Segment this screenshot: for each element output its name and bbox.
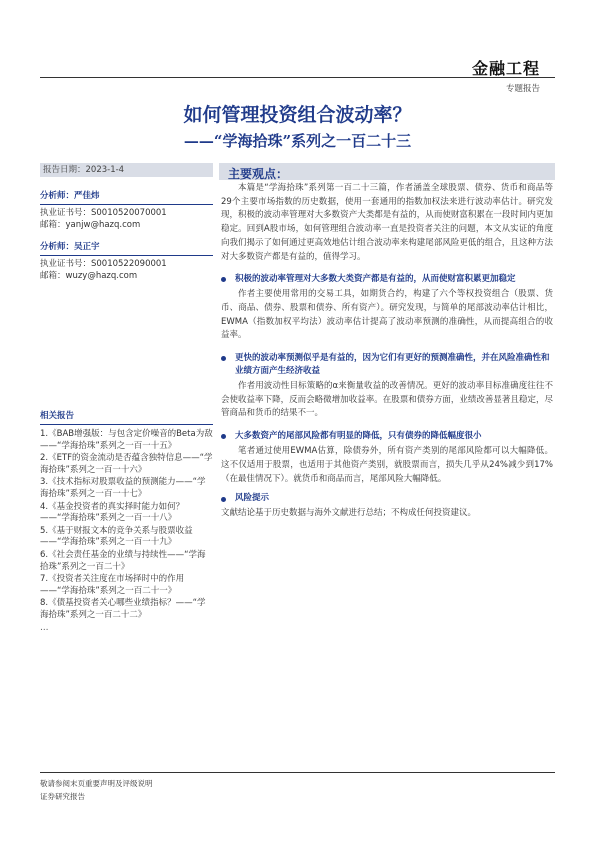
related-report-ellipsis: … xyxy=(40,622,49,633)
bullet-dot-icon xyxy=(221,497,226,502)
related-report-item[interactable]: 6.《社会责任基金的业绩与持续性——“学海拾珠”系列之一百二十》 xyxy=(40,549,206,572)
analyst-block xyxy=(40,241,213,282)
key-point-body: 笔者通过使用EWMA估算，除债券外，所有资产类别的尾部风险都可以大幅降低。这不仅适用于股票，也适用于其他资产类别，就股票而言，损失几乎从24%减少到17%（在最佳情况下）。就货币和商品而言，尾部风险大幅降低。 xyxy=(221,446,553,484)
analyst-block xyxy=(40,190,213,231)
key-point-section xyxy=(221,430,553,486)
main-points-bar xyxy=(219,163,555,180)
analyst-email[interactable]: 邮箱：wuzy@hazq.com xyxy=(40,271,138,281)
report-title: 如何管理投资组合波动率？ xyxy=(183,104,412,126)
related-report-item[interactable]: 5.《基于财报文本的竞争关系与股票收益——“学海拾珠”系列之一百一十九》 xyxy=(40,525,193,548)
intro-paragraph: 本篇是“学海拾珠”系列第一百二十三篇，作者涵盖全球股票、债券、货币和商品等29个主要市场指数的历史数据，使用一套通用的指数加权法来进行波动率估计。研究发现，积极的波动率管理对大多数资产大类都是有益的，从而使财富积累在一段时间内更加稳定。回到A股市场，如何管理组合波动率一直是投资者关注的问题，本文从实证的角度向我们揭示了如何通过更高效地估计组合波动率来构建尾部风险更低的组合，且这种方法对大多数资产都是有益的，值得学习。 xyxy=(221,183,553,262)
key-point-heading: 积极的波动率管理对大多数大类资产都是有益的，从而使财富积累更加稳定 xyxy=(235,274,516,285)
analyst-rule xyxy=(40,204,213,205)
report-subtitle: ——“学海拾珠”系列之一百二十三 xyxy=(183,132,412,150)
key-point-heading: 大多数资产的尾部风险都有明显的降低，只有债券的降低幅度很小 xyxy=(235,431,482,442)
related-reports-list xyxy=(40,429,213,634)
main-content xyxy=(221,182,553,521)
related-rule xyxy=(40,424,213,425)
report-type: 专题报告 xyxy=(505,84,540,94)
sidebar xyxy=(40,190,213,635)
risk-body: 文献结论基于历史数据与海外文献进行总结；不构成任何投资建议。 xyxy=(221,507,477,518)
footer-report-label: 证券研究报告 xyxy=(40,792,85,801)
brand-title: 金融工程 xyxy=(471,59,540,78)
analyst-cert: 执业证书号：S0010520070001 xyxy=(40,208,167,218)
footer-disclaimer: 敬请参阅末页重要声明及评级说明 xyxy=(40,779,153,788)
related-report-item[interactable]: 2.《ETF的资金流动是否蕴含独特信息——“学海拾珠”系列之一百一十六》 xyxy=(40,453,213,475)
bullet-dot-icon xyxy=(221,356,226,361)
related-report-item[interactable]: 1.《BAB增强版：与包含定价噪音的Beta为敌——“学海拾珠”系列之一百一十五》 xyxy=(40,429,213,451)
header-rule xyxy=(40,77,555,78)
key-point-section xyxy=(221,273,553,343)
footer-rule xyxy=(40,772,555,773)
analyst-name: 分析师：严佳炜 xyxy=(40,191,100,201)
related-reports-heading: 相关报告 xyxy=(40,411,75,421)
related-report-item[interactable]: 4.《基金投资者的真实择时能力如何？——“学海拾珠”系列之一百一十八》 xyxy=(40,501,185,524)
analyst-cert: 执业证书号：S0010522090001 xyxy=(40,259,167,269)
key-point-body: 作者主要使用常用的交易工具，如期货合约，构建了六个等权投资组合（股票、货币、商品、债券、股票和债券、所有资产）。研究发现，与简单的尾部波动率估计相比，EWMA（指数加权平均法）波动率估计提高了波动率预测的准确性，从而提高组合的收益率。 xyxy=(221,289,553,341)
analyst-name: 分析师：吴正宇 xyxy=(40,242,100,252)
bullet-dot-icon xyxy=(221,277,226,282)
related-report-item[interactable]: 3.《技术指标对股票收益的预测能力——“学海拾珠”系列之一百一十七》 xyxy=(40,477,206,499)
key-point-heading: 更快的波动率预测似乎是有益的，因为它们有更好的预测准确性，并在风险准确性和业绩方面产生经济收益 xyxy=(235,353,550,377)
related-report-item[interactable]: 8.《债基投资者关心哪些业绩指标？——“学海拾珠”系列之一百二十二》 xyxy=(40,598,206,620)
main-points-heading: 主要观点： xyxy=(228,167,289,181)
risk-heading: 风险提示 xyxy=(235,493,270,504)
risk-heading-row xyxy=(221,492,553,506)
analyst-email[interactable]: 邮箱：yanjw@hazq.com xyxy=(40,220,141,230)
bullet-dot-icon xyxy=(221,434,226,439)
key-point-section xyxy=(221,352,553,421)
report-date: 报告日期：2023-1-4 xyxy=(40,163,213,177)
key-point-body: 作者用波动性目标策略的α来衡量收益的改善情况。更好的波动率目标准确度往往不会使收益率下降，反而会略微增加收益率。在股票和债券方面，业绩改善显著且稳定，尽管商品和货币的结果不一。 xyxy=(221,381,553,419)
related-report-item[interactable]: 7.《投资者关注度在市场择时中的作用——“学海拾珠”系列之一百二十一》 xyxy=(40,574,185,596)
analyst-rule xyxy=(40,255,213,256)
